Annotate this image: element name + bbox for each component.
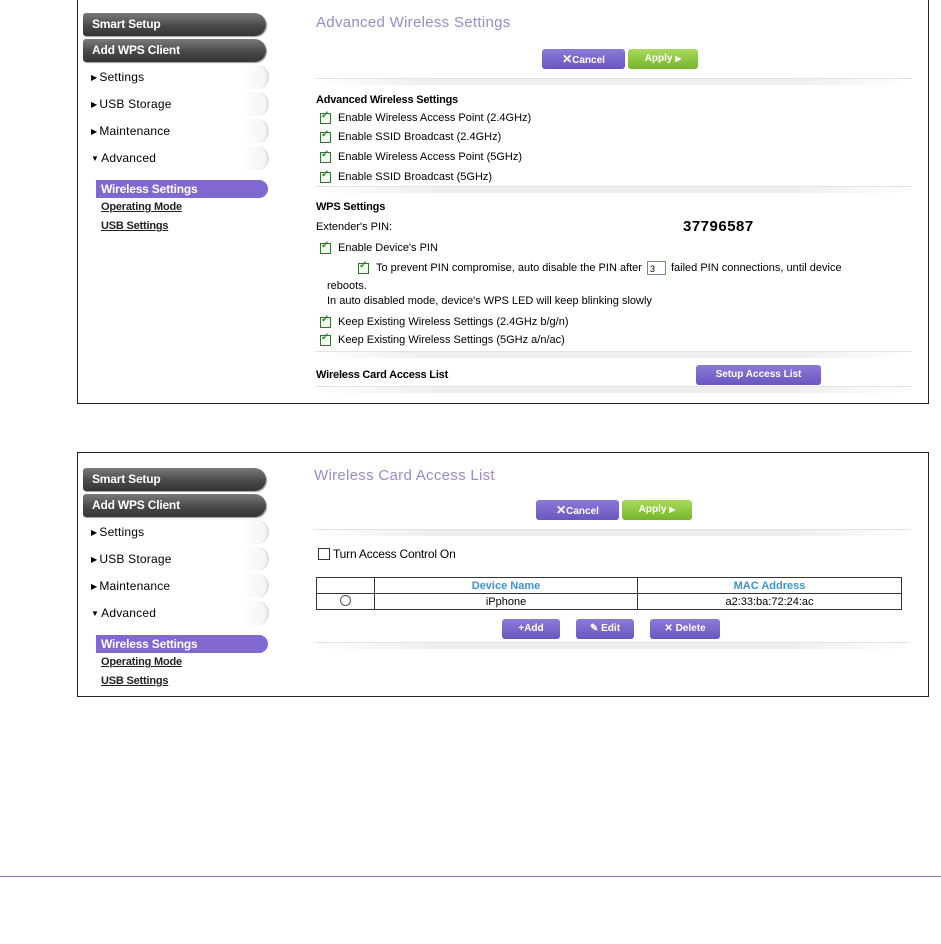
add-label: Add (524, 623, 544, 634)
option-label: Enable SSID Broadcast (2.4GHz) (338, 131, 502, 143)
divider (316, 78, 912, 85)
cancel-label: Cancel (566, 506, 599, 517)
table-row[interactable] (317, 594, 902, 610)
divider (316, 186, 912, 193)
delete-button[interactable] (650, 619, 720, 639)
close-icon: ✕ (556, 503, 567, 517)
subnav-wireless-settings[interactable]: Wireless Settings (96, 635, 268, 653)
pencil-icon: ✎ (589, 623, 602, 634)
section-heading-advanced: Advanced Wireless Settings (316, 94, 459, 106)
nav-usb-storage-label: USB Storage (99, 97, 172, 111)
checkbox[interactable] (320, 132, 331, 143)
keep-24-row[interactable] (320, 316, 568, 328)
checkbox[interactable] (358, 263, 369, 274)
keep-24-label: Keep Existing Wireless Settings (2.4GHz b/g/n) (338, 316, 569, 328)
checkbox[interactable] (320, 317, 331, 328)
nav-add-wps-client[interactable]: Add WPS Client (83, 494, 266, 517)
page-title: Wireless Card Access List (314, 467, 495, 484)
enable-pin-row[interactable] (320, 242, 438, 254)
column-header (317, 578, 375, 594)
column-header: MAC Address (638, 578, 902, 594)
apply-button[interactable] (628, 49, 698, 69)
subnav-usb-settings[interactable]: USB Settings (101, 675, 169, 687)
option-row[interactable] (320, 112, 531, 124)
access-list-table (316, 577, 902, 610)
nav-add-wps-client[interactable]: Add WPS Client (83, 39, 266, 62)
sidebar (83, 468, 273, 691)
play-icon: ▶ (669, 505, 676, 514)
divider (314, 529, 910, 536)
page-title: Advanced Wireless Settings (316, 14, 511, 31)
select-cell (317, 594, 375, 610)
option-row[interactable] (320, 171, 492, 183)
section-heading-wps: WPS Settings (316, 201, 386, 213)
keep-5-label: Keep Existing Wireless Settings (5GHz a/n/ac) (338, 334, 565, 346)
nav-maintenance[interactable] (83, 119, 269, 143)
device-name-cell: iPphone (375, 594, 638, 610)
nav-settings[interactable] (83, 520, 269, 544)
pin-label: Extender's PIN: (316, 221, 393, 233)
advanced-wireless-settings-panel (77, 0, 929, 404)
subnav-operating-mode[interactable]: Operating Mode (101, 656, 182, 668)
option-row[interactable] (320, 131, 501, 143)
fail-count-input[interactable]: 3 (647, 261, 666, 275)
option-label: Enable Wireless Access Point (2.4GHz) (338, 112, 532, 124)
checkbox[interactable] (320, 172, 331, 183)
caret-right-icon: ▶ (91, 528, 98, 537)
close-icon: ✕ (664, 623, 676, 634)
checkbox[interactable] (320, 243, 331, 254)
turn-access-control-label: Turn Access Control On (333, 547, 456, 561)
checkbox[interactable] (320, 113, 331, 124)
nav-usb-storage[interactable] (83, 547, 269, 571)
option-label: Enable Wireless Access Point (5GHz) (338, 151, 523, 163)
nav-advanced[interactable] (83, 146, 269, 170)
table-header-row (317, 578, 902, 594)
caret-right-icon: ▶ (91, 555, 98, 564)
subnav-usb-settings[interactable]: USB Settings (101, 220, 169, 232)
caret-right-icon: ▶ (91, 582, 98, 591)
caret-right-icon: ▶ (91, 100, 98, 109)
footer-divider (0, 876, 941, 877)
nav-smart-setup[interactable]: Smart Setup (83, 13, 266, 36)
sidebar (83, 13, 273, 236)
play-icon: ▶ (675, 54, 682, 63)
enable-pin-label: Enable Device's PIN (338, 242, 438, 254)
nav-maintenance-label: Maintenance (99, 124, 171, 138)
nav-advanced-label: Advanced (101, 151, 157, 165)
apply-label: Apply (644, 53, 673, 64)
plus-icon: + (518, 623, 525, 634)
nav-maintenance[interactable] (83, 574, 269, 598)
delete-label: Delete (675, 623, 706, 634)
edit-label: Edit (601, 623, 621, 634)
setup-access-list-button[interactable]: Setup Access List (696, 365, 821, 385)
nav-advanced[interactable] (83, 601, 269, 625)
wireless-card-access-list-panel (77, 452, 929, 697)
checkbox[interactable] (318, 548, 330, 560)
nav-settings-label: Settings (99, 525, 145, 539)
edit-button[interactable] (576, 619, 634, 639)
nav-usb-storage-label: USB Storage (99, 552, 172, 566)
turn-access-control-row[interactable] (318, 547, 456, 561)
subnav-wireless-settings[interactable]: Wireless Settings (96, 180, 268, 198)
option-row[interactable] (320, 151, 522, 163)
caret-down-icon: ▼ (91, 609, 100, 618)
close-icon: ✕ (562, 52, 573, 66)
cancel-button[interactable] (536, 500, 619, 520)
auto-disable-text: To prevent PIN compromise, auto disable the PIN after (376, 262, 642, 274)
nav-settings[interactable] (83, 65, 269, 89)
add-button[interactable] (502, 619, 560, 639)
pin-value: 37796587 (683, 218, 754, 235)
cancel-label: Cancel (572, 55, 605, 66)
nav-smart-setup[interactable]: Smart Setup (83, 468, 266, 491)
keep-5-row[interactable] (320, 334, 565, 346)
nav-usb-storage[interactable] (83, 92, 269, 116)
mac-address-cell: a2:33:ba:72:24:ac (638, 594, 902, 610)
cancel-button[interactable] (542, 49, 625, 69)
access-list-label: Wireless Card Access List (316, 369, 449, 381)
nav-settings-label: Settings (99, 70, 145, 84)
row-radio[interactable] (340, 595, 351, 606)
nav-advanced-label: Advanced (101, 606, 157, 620)
nav-maintenance-label: Maintenance (99, 579, 171, 593)
column-header: Device Name (375, 578, 638, 594)
reboots-text: reboots. (327, 280, 367, 292)
auto-disable-text-after: failed PIN connections, until device (670, 262, 842, 274)
apply-button[interactable] (622, 500, 692, 520)
apply-label: Apply (638, 504, 667, 515)
option-label: Enable SSID Broadcast (5GHz) (338, 171, 493, 183)
auto-disable-row (358, 261, 842, 275)
caret-right-icon: ▶ (91, 127, 98, 136)
checkbox[interactable] (320, 335, 331, 346)
checkbox[interactable] (320, 152, 331, 163)
subnav-operating-mode[interactable]: Operating Mode (101, 201, 182, 213)
divider (316, 351, 912, 358)
caret-right-icon: ▶ (91, 73, 98, 82)
divider (316, 386, 912, 393)
caret-down-icon: ▼ (91, 154, 100, 163)
auto-disabled-note: In auto disabled mode, device's WPS LED will keep blinking slowly (327, 295, 652, 307)
divider (314, 642, 910, 649)
